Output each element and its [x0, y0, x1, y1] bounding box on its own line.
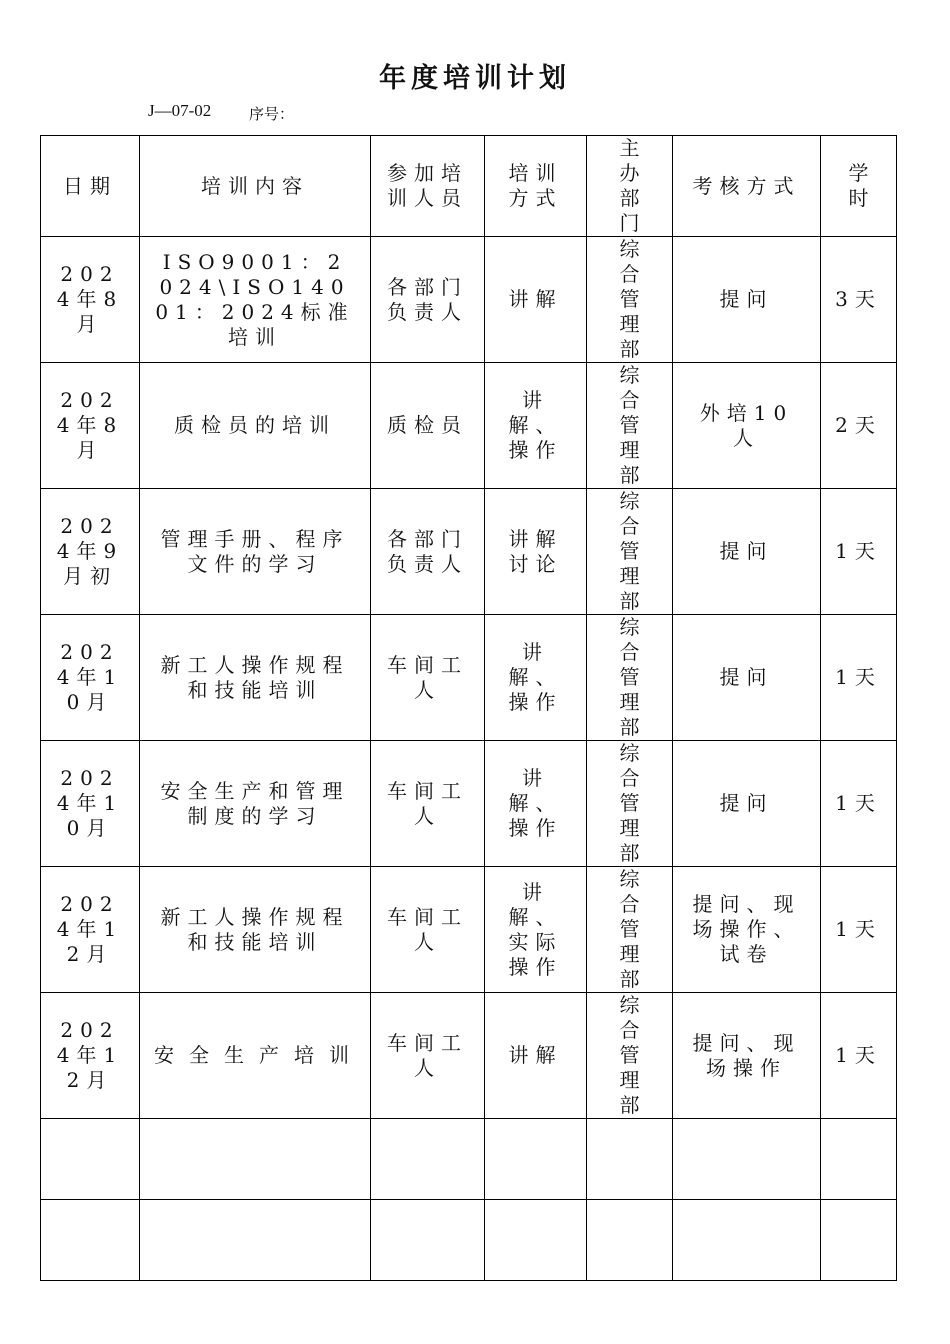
cell-trainees: 各部门负责人 — [371, 489, 485, 615]
cell-hours: 1天 — [821, 993, 897, 1119]
cell-content: 新工人操作规程和技能培训 — [140, 867, 371, 993]
empty-cell — [140, 1119, 371, 1200]
cell-date: 2024年10月 — [41, 741, 140, 867]
training-plan-table — [40, 135, 897, 1281]
header-assessment: 考核方式 — [673, 136, 821, 237]
empty-cell — [673, 1200, 821, 1281]
cell-hours: 2天 — [821, 363, 897, 489]
empty-cell — [587, 1200, 673, 1281]
table-row — [41, 363, 897, 489]
header-trainees: 参加培训人员 — [371, 136, 485, 237]
cell-assessment: 提问 — [673, 741, 821, 867]
cell-dept: 综合管理部 — [587, 237, 673, 363]
serial-number-label: 序号： — [249, 105, 295, 123]
table-row — [41, 867, 897, 993]
cell-date: 2024年8月 — [41, 237, 140, 363]
cell-method: 讲解、实际操作 — [485, 867, 587, 993]
empty-row — [41, 1200, 897, 1281]
cell-date: 2024年9月初 — [41, 489, 140, 615]
cell-content: 安全生产和管理制度的学习 — [140, 741, 371, 867]
cell-hours: 1天 — [821, 489, 897, 615]
cell-assessment: 外培10人 — [673, 363, 821, 489]
cell-hours: 1天 — [821, 741, 897, 867]
cell-trainees: 车间工人 — [371, 993, 485, 1119]
page-title: 年度培训计划 — [379, 63, 571, 94]
table-row — [41, 993, 897, 1119]
cell-assessment: 提问 — [673, 237, 821, 363]
cell-content: 管理手册、程序文件的学习 — [140, 489, 371, 615]
cell-assessment: 提问、现场操作、试卷 — [673, 867, 821, 993]
empty-cell — [371, 1200, 485, 1281]
empty-cell — [587, 1119, 673, 1200]
cell-hours: 1天 — [821, 615, 897, 741]
cell-method: 讲解 — [485, 237, 587, 363]
cell-dept: 综合管理部 — [587, 867, 673, 993]
table-header-row — [41, 136, 897, 237]
cell-method: 讲解、操作 — [485, 363, 587, 489]
cell-content: 安全生产培训 — [140, 993, 371, 1119]
header-method: 培训方式 — [485, 136, 587, 237]
table-row — [41, 615, 897, 741]
header-hours: 学时 — [821, 136, 897, 237]
header-date: 日期 — [41, 136, 140, 237]
cell-content: 质检员的培训 — [140, 363, 371, 489]
cell-dept: 综合管理部 — [587, 363, 673, 489]
empty-cell — [140, 1200, 371, 1281]
empty-cell — [673, 1119, 821, 1200]
empty-cell — [821, 1119, 897, 1200]
cell-date: 2024年10月 — [41, 615, 140, 741]
empty-cell — [371, 1119, 485, 1200]
cell-trainees: 质检员 — [371, 363, 485, 489]
empty-row — [41, 1119, 897, 1200]
cell-dept: 综合管理部 — [587, 993, 673, 1119]
empty-cell — [485, 1119, 587, 1200]
table-row — [41, 741, 897, 867]
cell-method: 讲解、操作 — [485, 741, 587, 867]
cell-method: 讲解讨论 — [485, 489, 587, 615]
empty-cell — [41, 1200, 140, 1281]
cell-hours: 3天 — [821, 237, 897, 363]
header-dept: 主办部门 — [587, 136, 673, 237]
table-row — [41, 237, 897, 363]
empty-cell — [485, 1200, 587, 1281]
empty-cell — [41, 1119, 140, 1200]
document-number: J—07-02 — [148, 101, 212, 120]
cell-assessment: 提问 — [673, 489, 821, 615]
cell-trainees: 车间工人 — [371, 867, 485, 993]
cell-trainees: 各部门负责人 — [371, 237, 485, 363]
cell-content: 新工人操作规程和技能培训 — [140, 615, 371, 741]
cell-trainees: 车间工人 — [371, 741, 485, 867]
cell-trainees: 车间工人 — [371, 615, 485, 741]
table-row — [41, 489, 897, 615]
cell-dept: 综合管理部 — [587, 615, 673, 741]
cell-assessment: 提问 — [673, 615, 821, 741]
empty-cell — [821, 1200, 897, 1281]
cell-hours: 1天 — [821, 867, 897, 993]
cell-dept: 综合管理部 — [587, 741, 673, 867]
cell-date: 2024年8月 — [41, 363, 140, 489]
cell-method: 讲解 — [485, 993, 587, 1119]
cell-assessment: 提问、现场操作 — [673, 993, 821, 1119]
cell-method: 讲解、操作 — [485, 615, 587, 741]
header-content: 培训内容 — [140, 136, 371, 237]
cell-dept: 综合管理部 — [587, 489, 673, 615]
cell-date: 2024年12月 — [41, 993, 140, 1119]
cell-date: 2024年12月 — [41, 867, 140, 993]
cell-content: ISO9001：2024\ISO14001：2024标准培训 — [140, 237, 371, 363]
